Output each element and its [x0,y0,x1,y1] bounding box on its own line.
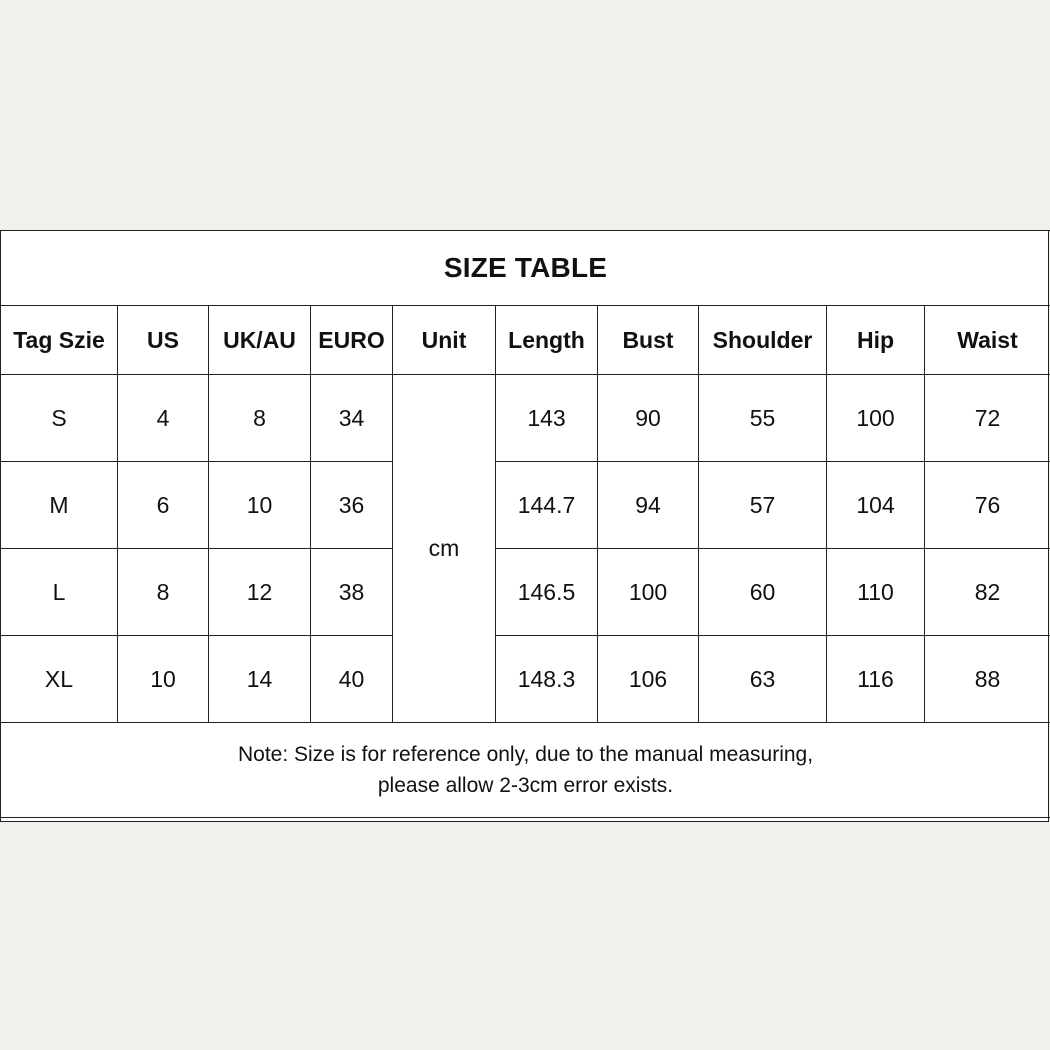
cell-bust: 90 [598,375,699,462]
header-hip: Hip [827,306,925,375]
note-line-1: Note: Size is for reference only, due to the manual measuring, [237,743,814,766]
header-unit: Unit [393,306,496,375]
header-waist: Waist [925,306,1050,375]
table-row [1,636,1050,723]
cell-hip: 104 [827,462,925,549]
cell-shoulder: 57 [699,462,827,549]
cell-uk-au: 14 [209,636,311,723]
header-tag-size: Tag Szie [1,306,118,375]
header-us: US [118,306,209,375]
cell-bust: 106 [598,636,699,723]
cell-bust: 100 [598,549,699,636]
title-row [1,231,1050,306]
cell-shoulder: 63 [699,636,827,723]
cell-tag: S [1,375,118,462]
size-table [0,230,1050,818]
cell-us: 10 [118,636,209,723]
cell-tag: XL [1,636,118,723]
cell-euro: 38 [311,549,393,636]
cell-waist: 88 [925,636,1050,723]
cell-waist: 72 [925,375,1050,462]
table-row [1,549,1050,636]
cell-shoulder: 55 [699,375,827,462]
cell-euro: 40 [311,636,393,723]
table-row [1,375,1050,462]
cell-hip: 100 [827,375,925,462]
cell-shoulder: 60 [699,549,827,636]
cell-us: 8 [118,549,209,636]
cell-waist: 76 [925,462,1050,549]
cell-unit: cm [393,375,496,723]
header-row [1,306,1050,375]
size-table-card [0,230,1049,822]
cell-length: 148.3 [496,636,598,723]
cell-uk-au: 10 [209,462,311,549]
header-length: Length [496,306,598,375]
cell-length: 143 [496,375,598,462]
cell-euro: 34 [311,375,393,462]
table-row [1,462,1050,549]
cell-length: 144.7 [496,462,598,549]
header-bust: Bust [598,306,699,375]
cell-length: 146.5 [496,549,598,636]
note-line-2: please allow 2-3cm error exists. [377,774,674,797]
cell-uk-au: 8 [209,375,311,462]
cell-bust: 94 [598,462,699,549]
cell-tag: L [1,549,118,636]
header-shoulder: Shoulder [699,306,827,375]
table-title: SIZE TABLE [1,231,1050,306]
cell-us: 4 [118,375,209,462]
header-uk-au: UK/AU [209,306,311,375]
cell-euro: 36 [311,462,393,549]
cell-uk-au: 12 [209,549,311,636]
cell-waist: 82 [925,549,1050,636]
size-note [1,723,1050,818]
cell-hip: 116 [827,636,925,723]
note-row [1,723,1050,818]
header-euro: EURO [311,306,393,375]
cell-tag: M [1,462,118,549]
cell-us: 6 [118,462,209,549]
cell-hip: 110 [827,549,925,636]
